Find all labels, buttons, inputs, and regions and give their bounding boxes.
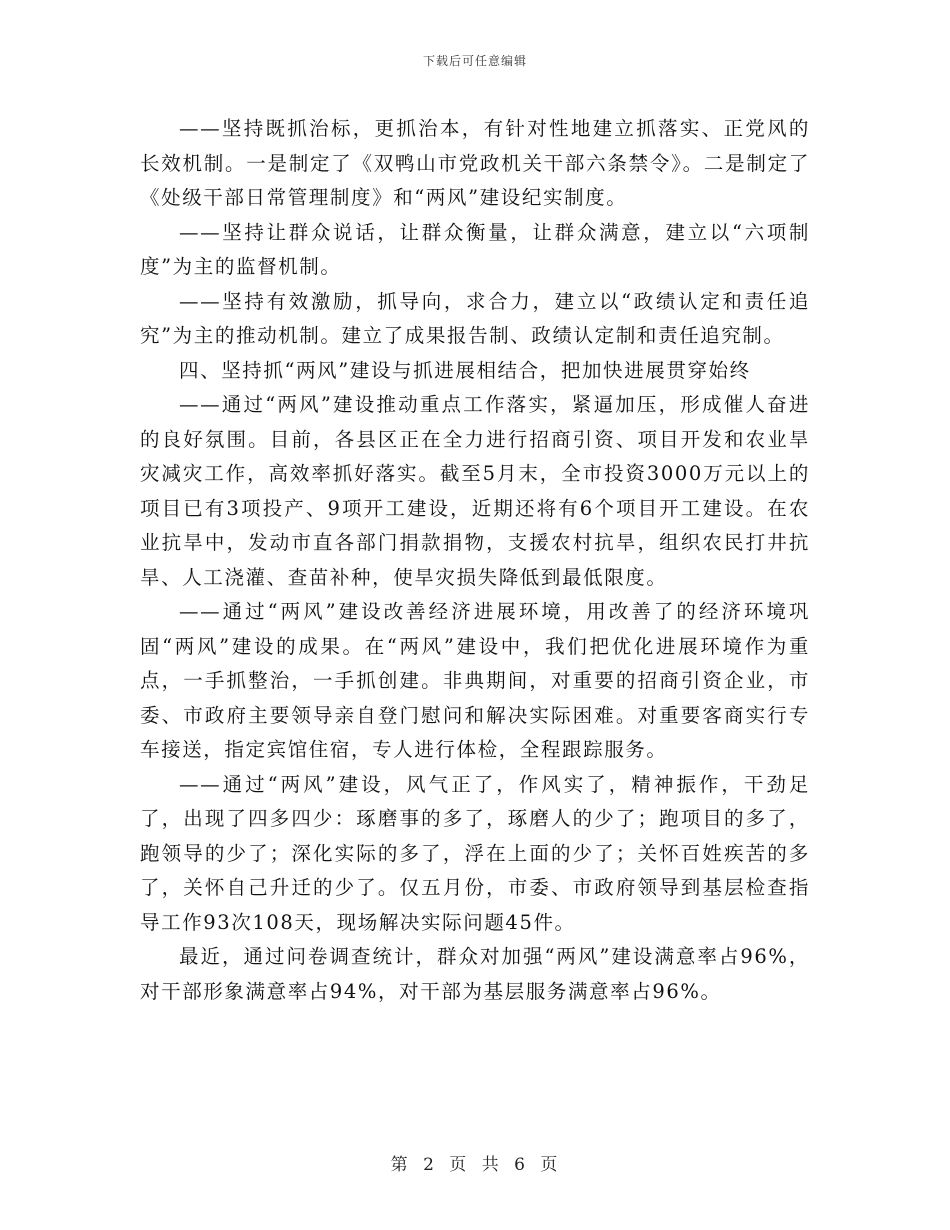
- paragraph-survey-results: 最近，通过问卷调查统计，群众对加强“两风”建设满意率占96%，对干部形象满意率占94%，对干部为基层服务满意率占96%。: [140, 945, 810, 1003]
- section-heading-four: 四、坚持抓“两风”建设与抓进展相结合，把加快进展贯穿始终: [179, 358, 751, 382]
- paragraph-supervision-mechanism: ——坚持让群众说话，让群众衡量，让群众满意，建立以“六项制度”为主的监督机制。: [140, 220, 810, 278]
- page-header: 下载后可任意编辑: [422, 54, 527, 68]
- paragraph-standing-mechanism: ——坚持既抓治标，更抓治本，有针对性地建立抓落实、正党风的长效机制。一是制定了《双鸭山市党政机关干部六条禁令》。二是制定了《处级干部日常管理制度》和“两风”建设纪实制度。: [140, 117, 810, 209]
- document-body: [140, 112, 810, 1009]
- paragraph-four-more-four-less: ——通过“两风”建设，风气正了，作风实了，精神振作，干劲足了，出现了四多四少：琢磨事的多了，琢磨人的少了；跑项目的多了，跑领导的少了；深化实际的多了，浮在上面的少了；关怀百姓疾苦的多了，关怀自己升迁的少了。仅五月份，市委、市政府领导到基层检查指导工作93次108天，现场解决实际问题45件。: [140, 772, 810, 934]
- paragraph-incentive-mechanism: ——坚持有效激励，抓导向，求合力，建立以“政绩认定和责任追究”为主的推动机制。建立了成果报告制、政绩认定制和责任追究制。: [140, 289, 810, 347]
- paragraph-economic-environment: ——通过“两风”建设改善经济进展环境，用改善了的经济环境巩固“两风”建设的成果。在“两风”建设中，我们把优化进展环境作为重点，一手抓整治，一手抓创建。非典期间，对重要的招商引资企业，市委、市政府主要领导亲自登门慰问和解决实际困难。对重要客商实行专车接送，指定宾馆住宿，专人进行体检，全程跟踪服务。: [140, 600, 810, 761]
- page-footer: 第 2 页 共 6 页: [390, 1155, 560, 1175]
- paragraph-key-work: ——通过“两风”建设推动重点工作落实，紧逼加压，形成催人奋进的良好氛围。目前，各县区正在全力进行招商引资、项目开发和农业旱灾减灾工作，高效率抓好落实。截至5月末，全市投资3000万元以上的项目已有3项投产、9项开工建设，近期还将有6个项目开工建设。在农业抗旱中，发动市直各部门捐款捐物，支援农村抗旱，组织农民打井抗旱、人工浇灌、查苗补种，使旱灾损失降低到最低限度。: [140, 393, 810, 589]
